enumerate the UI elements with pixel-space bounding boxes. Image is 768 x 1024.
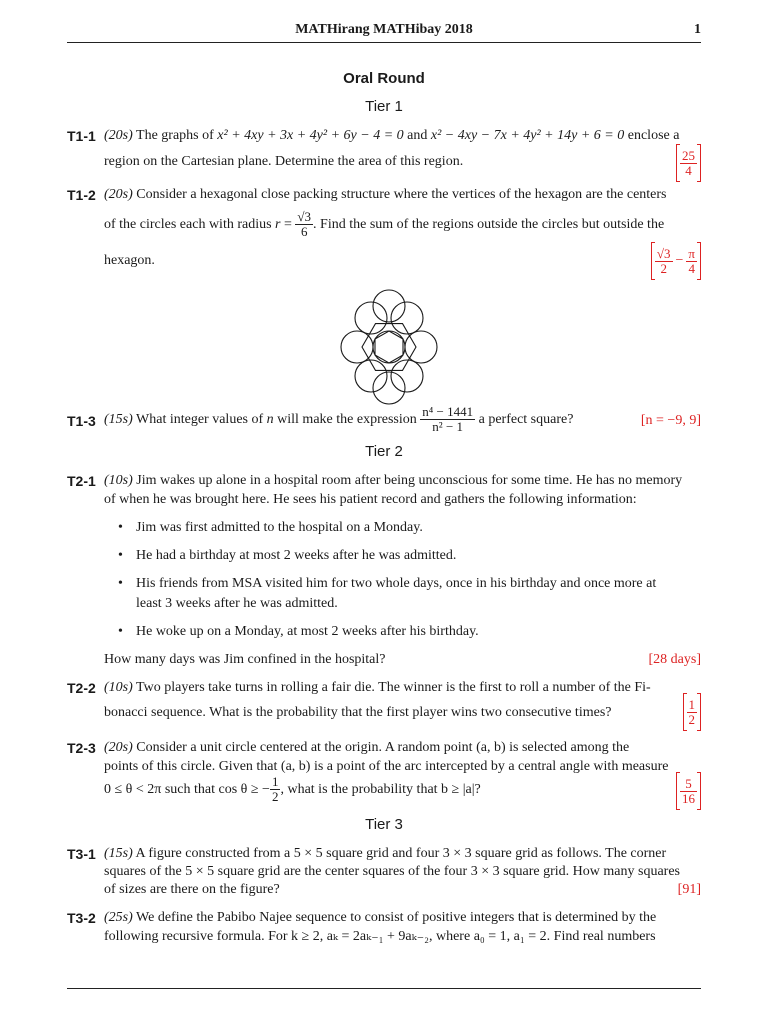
t2-3-text-3b: , what is the probability that b ≥ |a|? — [280, 782, 481, 797]
problem-tag-t1-2: T1-2 — [67, 187, 96, 203]
t3-2-text-1: We define the Pabibo Najee sequence to consist of positive integers that is determined by the — [132, 910, 657, 925]
t1-3-var-n: n — [266, 412, 274, 427]
t1-2-var-r: r — [275, 217, 281, 232]
t1-2-ans-b-den: 4 — [688, 260, 695, 276]
circle-top — [373, 290, 405, 322]
time-t3-2: (25s) — [104, 910, 133, 925]
problem-tag-t2-3: T2-3 — [67, 740, 96, 756]
list-item: Jim was first admitted to the hospital on a Monday. — [136, 520, 423, 535]
time-t1-3: (15s) — [104, 412, 133, 427]
problem-t2-2-line1 — [104, 679, 701, 697]
problem-tag-t2-2: T2-2 — [67, 680, 96, 696]
circle-bottom-left — [355, 360, 387, 392]
t1-3-text-c: a perfect square? — [475, 412, 574, 427]
problem-t3-1-line2: squares of the 5 × 5 square grid are the center squares of the four 3 × 3 square grid. How many squares — [104, 864, 680, 879]
problem-tag-t3-2: T3-2 — [67, 910, 96, 926]
problem-t1-2-line1 — [104, 186, 701, 204]
t1-1-answer-num: 25 — [682, 147, 695, 163]
tier-2-heading: Tier 2 — [365, 443, 403, 460]
answer-t2-3 — [676, 772, 701, 810]
problem-t3-2-line2: following recursive formula. For k ≥ 2, aₖ = 2aₖ₋₁ + 9aₖ₋₂, where a₀ = 1, a₁ = 2. Find real numbers — [104, 929, 656, 944]
answer-t3-1: [91] — [677, 882, 701, 897]
circle-top-right — [391, 302, 423, 334]
bullet-marker: • — [118, 576, 123, 591]
problem-tag-t1-1: T1-1 — [67, 128, 96, 144]
circle-bottom-right — [391, 360, 423, 392]
time-t2-3: (20s) — [104, 740, 133, 755]
t2-3-answer-den: 16 — [682, 790, 695, 806]
circle-top-left — [355, 302, 387, 334]
t2-2-answer-num: 1 — [688, 696, 695, 712]
t1-2-ans-a-num: √3 — [656, 245, 671, 261]
tier-1-heading: Tier 1 — [365, 98, 403, 115]
t1-1-answer-den: 4 — [685, 162, 692, 178]
problem-t2-1-line2: of when he was brought here. He sees his patient record and gathers the following information: — [104, 492, 637, 507]
problem-t1-1-line2: region on the Cartesian plane. Determine the area of this region. — [104, 154, 464, 169]
t1-3-expr-den: n² − 1 — [432, 419, 464, 435]
t1-1-text-c: enclose a — [624, 128, 680, 143]
t1-1-expr2: x² − 4xy − 7x + 4y² + 14y + 6 = 0 — [430, 128, 625, 143]
bullet-marker: • — [118, 548, 123, 563]
t1-3-text-b: will make the expression — [273, 412, 421, 427]
problem-t1-3-line — [104, 400, 701, 440]
t1-1-text-b: and — [403, 128, 431, 143]
bullet-marker: • — [118, 520, 123, 535]
section-title: Oral Round — [343, 70, 425, 87]
t2-3-answer-num: 5 — [680, 777, 697, 792]
problem-t3-2-line1 — [104, 909, 701, 927]
problem-t1-2-line2 — [104, 210, 701, 240]
t1-2-text-2a: of the circles each with radius — [104, 217, 276, 232]
hexagon-circles-figure — [334, 288, 444, 406]
time-t3-1: (15s) — [104, 846, 133, 861]
answer-t2-1: [28 days] — [648, 652, 701, 667]
t2-3-text-1: Consider a unit circle centered at the origin. A random point (a, b) is selected among the — [132, 740, 630, 755]
problem-t2-2-line2: bonacci sequence. What is the probability that the first player wins two consecutive times? — [104, 705, 612, 720]
problem-t2-3-line1 — [104, 739, 701, 757]
header-title: MATHirang MATHibay 2018 — [295, 22, 473, 37]
center-circle — [373, 331, 405, 363]
list-item: His friends from MSA visited him for two whole days, once in his birthday and once more at — [136, 576, 657, 591]
t1-2-r-num: √3 — [297, 209, 312, 225]
t1-2-text-1: Consider a hexagonal close packing structure where the vertices of the hexagon are the centers — [132, 187, 667, 202]
problem-t2-3-line3 — [104, 772, 701, 808]
circle-right — [405, 331, 437, 363]
t1-3-expr-num: n⁴ − 1441 — [422, 404, 474, 420]
list-item: He woke up on a Monday, at most 2 weeks after his birthday. — [136, 624, 479, 639]
page-header — [67, 22, 701, 40]
problem-t2-1-line1 — [104, 472, 701, 490]
problem-t1-2-line3: hexagon. — [104, 253, 155, 268]
answer-t2-2 — [683, 693, 702, 731]
problem-tag-t2-1: T2-1 — [67, 473, 96, 489]
tier-3-heading: Tier 3 — [365, 816, 403, 833]
t2-2-text-1: Two players take turns in rolling a fair die. The winner is the first to roll a number of the Fi- — [132, 680, 651, 695]
header-rule — [67, 42, 701, 43]
t2-3-half-den: 2 — [271, 789, 279, 805]
time-t2-2: (10s) — [104, 680, 133, 695]
list-item-continued: least 3 weeks after he was admitted. — [136, 596, 338, 611]
t3-1-text-1: A figure constructed from a 5 × 5 square grid and four 3 × 3 square grid as follows. The corner — [132, 846, 667, 861]
problem-t2-3-line2: points of this circle. Given that (a, b) is a point of the arc intercepted by a central angle with measure — [104, 759, 669, 774]
t2-1-text-1: Jim wakes up alone in a hospital room after being unconscious for some time. He has no memory — [132, 473, 683, 488]
t1-2-ans-b-num: π — [688, 245, 695, 261]
t1-2-ans-minus: − — [675, 253, 684, 268]
problem-tag-t3-1: T3-1 — [67, 846, 96, 862]
answer-t1-1 — [676, 144, 701, 182]
time-t2-1: (10s) — [104, 473, 133, 488]
t1-2-text-2b: . Find the sum of the regions outside the circles but outside the — [313, 217, 665, 232]
t2-3-half-num: 1 — [271, 774, 279, 790]
answer-t1-3: [n = −9, 9] — [640, 413, 701, 428]
page-number: 1 — [694, 22, 701, 37]
circle-left — [341, 331, 373, 363]
t1-2-ans-a-den: 2 — [660, 260, 667, 276]
t1-2-eq: = — [280, 217, 296, 232]
time-t1-1: (20s) — [104, 128, 133, 143]
t2-2-answer-den: 2 — [688, 711, 695, 727]
footer-rule — [67, 988, 701, 989]
list-item: He had a birthday at most 2 weeks after he was admitted. — [136, 548, 457, 563]
t1-1-text-a: The graphs of — [132, 128, 218, 143]
problem-t3-1-line1 — [104, 845, 701, 863]
t1-2-r-den: 6 — [300, 224, 308, 240]
problem-t3-1-line3: of sizes are there on the figure? — [104, 882, 280, 897]
time-t1-2: (20s) — [104, 187, 133, 202]
t2-3-text-3a: 0 ≤ θ < 2π such that cos θ ≥ − — [104, 782, 270, 797]
inner-hexagon — [375, 331, 403, 363]
answer-t1-2 — [651, 242, 701, 280]
bullet-marker: • — [118, 624, 123, 639]
problem-t2-1-question: How many days was Jim confined in the hospital? — [104, 652, 386, 667]
problem-t1-1-line1 — [104, 127, 701, 145]
t1-3-text-a: What integer values of — [132, 412, 267, 427]
t1-1-expr1: x² + 4xy + 3x + 4y² + 6y − 4 = 0 — [217, 128, 404, 143]
problem-tag-t1-3: T1-3 — [67, 413, 96, 429]
